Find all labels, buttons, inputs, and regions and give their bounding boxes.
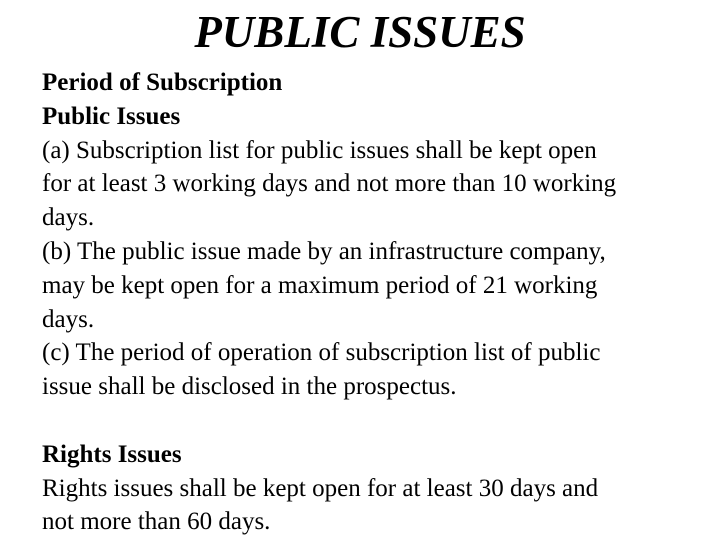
section-heading-period-of-subscription: Period of Subscription — [42, 69, 283, 96]
slide-content — [42, 66, 712, 539]
subheading-rights-issues: Rights Issues — [42, 440, 182, 468]
paragraph-spacer — [42, 404, 712, 438]
rights-issues-line: Rights issues shall be kept open for at least 30 days and — [42, 474, 599, 502]
slide-title: PUBLIC ISSUES — [194, 7, 526, 57]
public-issues-line: (c) The period of operation of subscription list of public — [42, 339, 601, 367]
public-issues-line: for at least 3 working days and not more than 10 working — [42, 170, 617, 198]
public-issues-line: may be kept open for a maximum period of 21 working — [42, 271, 598, 299]
public-issues-line: (b) The public issue made by an infrastructure company, — [42, 237, 606, 265]
public-issues-line: days. — [42, 204, 95, 232]
public-issues-line: (a) Subscription list for public issues shall be kept open — [42, 136, 597, 164]
subheading-public-issues: Public Issues — [42, 102, 181, 130]
rights-issues-line: not more than 60 days. — [42, 508, 271, 536]
public-issues-line: days. — [42, 305, 95, 333]
public-issues-line: issue shall be disclosed in the prospectus. — [42, 373, 457, 401]
